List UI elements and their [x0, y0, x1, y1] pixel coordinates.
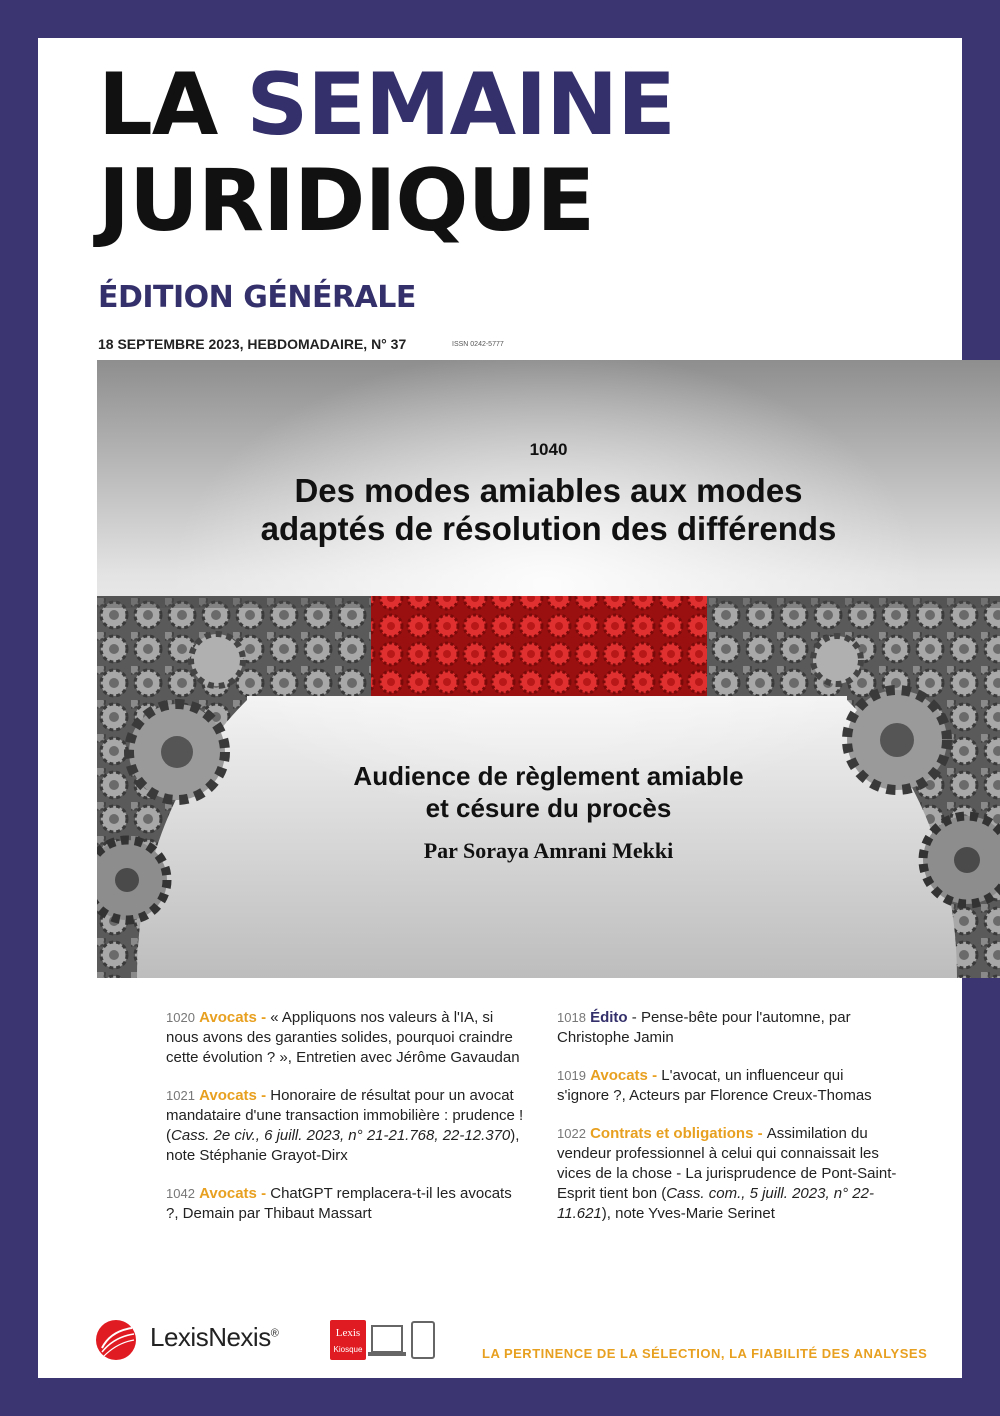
cover-illustration [97, 360, 1000, 978]
toc-category: Avocats [590, 1067, 648, 1084]
svg-text:Kiosque: Kiosque [333, 1345, 363, 1354]
masthead-line2: JURIDIQUE [98, 151, 595, 251]
svg-text:Lexis: Lexis [335, 1327, 361, 1339]
toc-right-column [557, 1008, 897, 1242]
toc-item[interactable]: 1018 Édito - Pense-bête pour l'automne, par Christophe Jamin [557, 1009, 851, 1046]
lead-article-subtitle: Audience de règlement amiable et césure du procès [353, 761, 744, 823]
footer-tagline: LA PERTINENCE DE LA SÉLECTION, LA FIABILITÉ DES ANALYSES [482, 1346, 928, 1361]
toc-item[interactable]: 1019 Avocats - L'avocat, un influenceur qui s'ignore ?, Acteurs par Florence Creux-Thomas [557, 1067, 872, 1104]
toc-category: Édito [590, 1009, 628, 1026]
lexis-kiosque-icon [330, 1318, 440, 1362]
toc-category: Contrats et obligations [590, 1125, 754, 1142]
toc-category: Avocats [199, 1009, 257, 1026]
toc-item[interactable]: 1020 Avocats - « Appliquons nos valeurs à l'IA, si nous avons des garanties solides, pourquoi craindre cette évolution ? », Entretien avec Jérôme Gavaudan [166, 1009, 520, 1066]
toc-item[interactable]: 1021 Avocats - Honoraire de résultat pour un avocat mandataire d'une transaction immobilière : prudence ! (Cass. 2e civ., 6 juill. 2023, n° 21-21.768, 22-12.370), note Stéphanie Grayot-Dirx [166, 1087, 524, 1164]
toc-category: Avocats [199, 1087, 257, 1104]
lead-article-number: 1040 [529, 440, 568, 459]
lead-article-author: Par Soraya Amrani Mekki [423, 838, 674, 863]
toc-item[interactable]: 1042 Avocats - ChatGPT remplacera-t-il les avocats ?, Demain par Thibaut Massart [166, 1185, 512, 1222]
masthead-accent: SEMAINE [246, 55, 675, 155]
toc-item[interactable]: 1022 Contrats et obligations - Assimilation du vendeur professionnel à celui qui connaissait les vices de la chose - La jurisprudence de Pont-Saint-Esprit tient bon (Cass. com., 5 juill. 2023, n° 22-11.621), note Yves-Marie Serinet [557, 1125, 897, 1222]
lead-article-title: Des modes amiables aux modes adaptés de résolution des différends [260, 472, 837, 547]
toc-category: Avocats [199, 1185, 257, 1202]
edition-label: ÉDITION GÉNÉRALE [98, 280, 416, 315]
toc-left-column [166, 1008, 526, 1242]
masthead-line1: LA SEMAINE [98, 55, 675, 155]
issue-dateline: 18 SEPTEMBRE 2023, HEBDOMADAIRE, N° 37 [98, 336, 407, 352]
issn: ISSN 0242-5777 [452, 341, 504, 348]
publisher-name: LexisNexis® [150, 1322, 279, 1352]
